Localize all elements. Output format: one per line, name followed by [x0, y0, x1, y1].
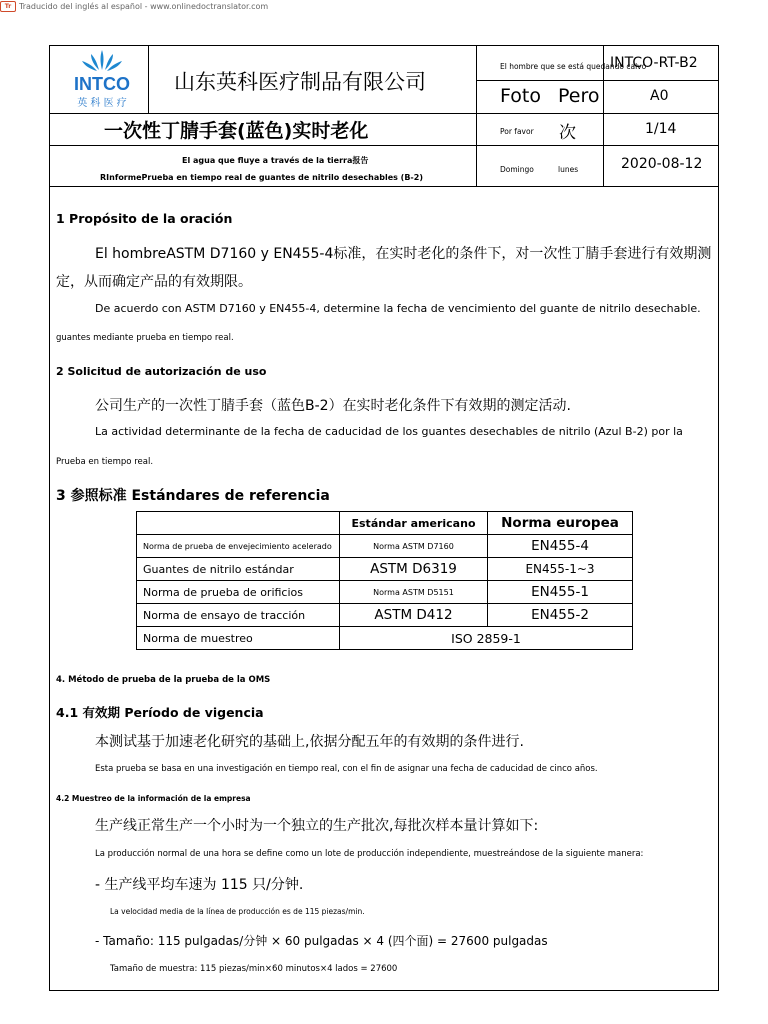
section-4-1-zh: 本测试基于加速老化研究的基础上,依据分配五年的有效期的条件进行.: [95, 734, 524, 750]
version-value: A0: [650, 88, 669, 104]
table-cell-merged: ISO 2859-1: [340, 627, 633, 650]
section-1-zh-line-1: El hombreASTM D7160 y EN455-4标准，在实时老化的条件下，对一次性丁腈手套进行有效期测: [95, 246, 712, 262]
bullet-line-speed-es: La velocidad media de la línea de producción es de 115 piezas/min.: [110, 907, 365, 916]
company-name: 山东英科医疗制品有限公司: [174, 70, 426, 94]
document-subtitle-2: RInformePrueba en tiempo real de guantes de nitrilo desechables (B-2): [100, 173, 423, 182]
label-domingo: Domingo: [500, 165, 534, 174]
header-divider-title: [49, 145, 719, 146]
intco-logo: [60, 48, 144, 110]
bullet-sample-size: - Tamaño: 115 pulgadas/分钟 × 60 pulgadas × 4 (四个面) = 27600 pulgadas: [95, 934, 548, 948]
table-header-empty: [137, 512, 340, 535]
intco-logo-icon: [60, 48, 144, 110]
table-cell-eu: EN455-2: [488, 604, 633, 627]
document-date: 2020-08-12: [621, 156, 703, 172]
section-1-es-line-1: De acuerdo con ASTM D7160 y EN455-4, determine la fecha de vencimiento del guante de nitrilo desechable.: [95, 302, 701, 315]
table-cell-name: Norma de ensayo de tracción: [137, 604, 340, 627]
table-cell-us: Norma ASTM D7160: [340, 535, 488, 558]
section-4-2-es: La producción normal de una hora se define como un lote de producción independiente, muestreándose de la siguiente manera:: [95, 849, 644, 859]
section-1-heading: 1 Propósito de la oración: [56, 211, 233, 226]
table-header-us: Estándar americano: [340, 512, 488, 535]
table-cell-eu: EN455-1~3: [488, 558, 633, 581]
table-row: [137, 604, 633, 627]
section-2-es-line-1: La actividad determinante de la fecha de caducidad de los guantes desechables de nitrilo (Azul B-2) por la: [95, 425, 683, 438]
table-row: [137, 558, 633, 581]
section-4-1-heading: 4.1 有效期 Período de vigencia: [56, 705, 264, 720]
table-cell-name: Norma de muestreo: [137, 627, 340, 650]
section-1-zh-line-2: 定，从而确定产品的有效期限。: [56, 274, 252, 290]
label-por-favor: Por favor: [500, 127, 534, 136]
header-col-border-1: [476, 45, 477, 186]
document-title: 一次性丁腈手套(蓝色)实时老化: [104, 120, 369, 142]
translator-banner-text: Traducido del inglés al español - www.onlinedoctranslator.com: [19, 1, 269, 11]
document-subtitle-1: El agua que fluye a través de la tierra报告: [182, 156, 369, 165]
table-cell-eu: EN455-1: [488, 581, 633, 604]
reference-standards-table: [136, 511, 633, 650]
section-2-zh-line: 公司生产的一次性丁腈手套（蓝色B-2）在实时老化条件下有效期的测定活动.: [95, 398, 572, 414]
svg-text:英 科 医 疗: 英 科 医 疗: [77, 98, 127, 109]
section-2-es-line-2: Prueba en tiempo real.: [56, 457, 154, 467]
table-row: [137, 627, 633, 650]
table-cell-us: Norma ASTM D5151: [340, 581, 488, 604]
translator-banner: [0, 0, 268, 12]
section-4-heading: 4. Método de prueba de la prueba de la OMS: [56, 675, 271, 685]
bullet-sample-size-es: Tamaño de muestra: 115 piezas/min×60 minutos×4 lados = 27600: [110, 964, 398, 974]
label-ci: 次: [559, 123, 576, 143]
table-cell-name: Norma de prueba de orificios: [137, 581, 340, 604]
logo-cell-border: [148, 45, 149, 113]
table-cell-name: Guantes de nitrilo estándar: [137, 558, 340, 581]
label-document-number: El hombre que se está quedando calvo: [500, 62, 647, 71]
table-header-eu: Norma europea: [488, 512, 633, 535]
translator-logo: Tr: [0, 1, 16, 12]
section-4-2-zh: 生产线正常生产一个小时为一个独立的生产批次,每批次样本量计算如下:: [95, 818, 539, 834]
section-4-2-heading: 4.2 Muestreo de la información de la empresa: [56, 794, 251, 803]
section-2-heading: 2 Solicitud de autorización de uso: [56, 365, 267, 378]
label-lunes: lunes: [558, 165, 579, 174]
table-row: [137, 581, 633, 604]
header-divider-bottom: [49, 186, 719, 187]
svg-text:INTCO: INTCO: [74, 74, 130, 94]
header-row-line-1: [476, 80, 719, 81]
table-row: [137, 535, 633, 558]
table-cell-us: ASTM D6319: [340, 558, 488, 581]
table-header-row: [137, 512, 633, 535]
section-1-es-line-2: guantes mediante prueba en tiempo real.: [56, 333, 234, 343]
table-cell-us: ASTM D412: [340, 604, 488, 627]
page-number: 1/14: [645, 121, 677, 137]
table-cell-eu: EN455-4: [488, 535, 633, 558]
document-number: INTCO-RT-B2: [610, 55, 698, 71]
header-divider-left: [49, 113, 476, 114]
section-4-1-es: Esta prueba se basa en una investigación en tiempo real, con el fin de asignar una fecha de caducidad de cinco años.: [95, 764, 598, 774]
header-row-line-2: [476, 113, 719, 114]
label-pero: Pero: [558, 85, 600, 107]
label-foto: Foto: [500, 85, 541, 107]
section-3-heading: 3 参照标准 Estándares de referencia: [56, 488, 330, 504]
table-cell-name: Norma de prueba de envejecimiento acelerado: [137, 535, 340, 558]
bullet-line-speed-zh: - 生产线平均车速为 115 只/分钟.: [95, 877, 304, 893]
